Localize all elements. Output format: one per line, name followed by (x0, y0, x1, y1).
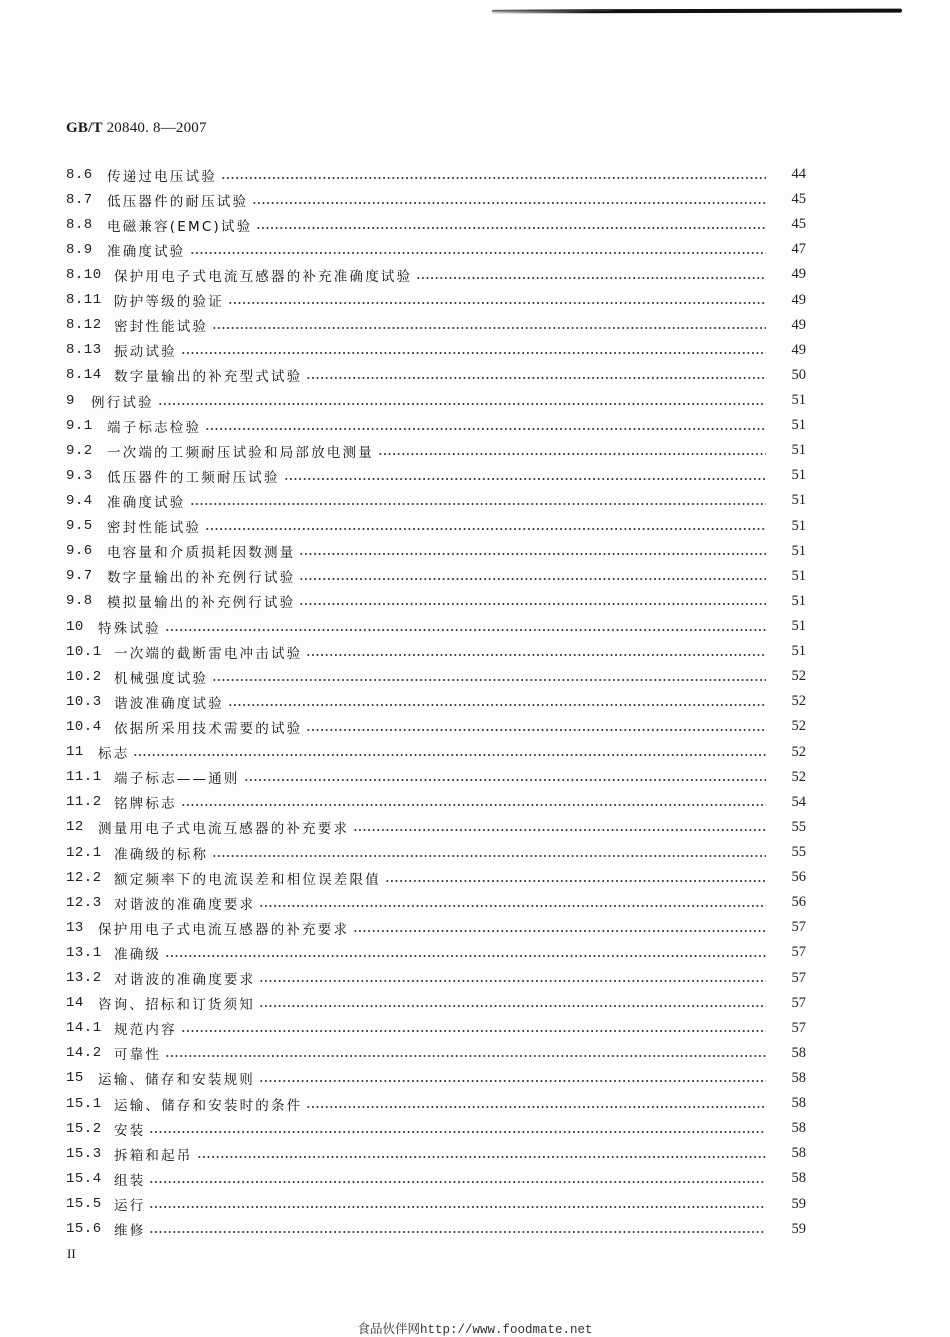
toc-dot-leader (299, 569, 766, 583)
toc-entry-page: 49 (791, 341, 806, 358)
toc-dot-leader (149, 1197, 766, 1211)
toc-dot-leader (212, 318, 766, 332)
toc-dot-leader (378, 444, 766, 458)
toc-entry[interactable] (66, 1016, 806, 1041)
toc-entry-number: 8.7 (66, 191, 93, 208)
toc-entry[interactable] (66, 1091, 806, 1116)
toc-entry-number: 8.8 (66, 216, 93, 233)
toc-entry-number: 9.6 (66, 543, 93, 560)
toc-entry-page: 58 (791, 1145, 806, 1162)
toc-entry-number: 15.1 (66, 1095, 102, 1112)
toc-dot-leader (149, 1122, 766, 1136)
toc-entry[interactable] (66, 488, 806, 513)
toc-entry[interactable] (66, 589, 806, 614)
toc-dot-leader (165, 620, 766, 634)
toc-entry[interactable] (66, 1116, 806, 1141)
document-code (66, 120, 207, 137)
toc-entry-number: 15.6 (66, 1221, 102, 1238)
toc-entry-page: 57 (791, 919, 806, 936)
toc-entry-number: 13 (66, 919, 84, 936)
toc-entry-number: 8.11 (66, 292, 102, 309)
toc-dot-leader (205, 419, 766, 433)
toc-entry-title: 一次端的工频耐压试验和局部放电测量 (107, 444, 374, 461)
toc-entry-title: 电磁兼容(EMC)试验 (107, 218, 253, 235)
toc-dot-leader (299, 544, 766, 558)
toc-entry-page: 51 (791, 392, 806, 409)
toc-entry-number: 15.4 (66, 1170, 102, 1187)
toc-dot-leader (149, 1172, 766, 1186)
toc-dot-leader (244, 770, 766, 784)
toc-entry-title: 数字量输出的补充例行试验 (107, 570, 296, 587)
toc-entry[interactable] (66, 187, 806, 212)
toc-entry-title: 例行试验 (91, 394, 154, 411)
toc-dot-leader (149, 1222, 766, 1236)
toc-entry-page: 57 (791, 994, 806, 1011)
toc-entry-page: 57 (791, 1019, 806, 1036)
toc-entry-page: 51 (791, 442, 806, 459)
toc-dot-leader (212, 846, 766, 860)
toc-entry[interactable] (66, 840, 806, 865)
toc-entry-page: 52 (791, 693, 806, 710)
toc-entry-page: 58 (791, 1044, 806, 1061)
toc-entry-title: 安装 (114, 1122, 146, 1139)
toc-entry-title: 低压器件的工频耐压试验 (107, 469, 280, 486)
toc-entry[interactable] (66, 1041, 806, 1066)
toc-entry[interactable] (66, 740, 806, 765)
toc-entry[interactable] (66, 1217, 806, 1242)
toc-entry-page: 57 (791, 944, 806, 961)
toc-entry-page: 57 (791, 969, 806, 986)
toc-entry-title: 端子标志检验 (107, 419, 202, 436)
toc-dot-leader (385, 871, 766, 885)
toc-entry-title: 数字量输出的补充型式试验 (114, 369, 303, 386)
toc-dot-leader (299, 594, 766, 608)
toc-entry-title: 准确度试验 (107, 494, 186, 511)
toc-entry-page: 51 (791, 567, 806, 584)
toc-entry[interactable] (66, 940, 806, 965)
toc-entry-title: 保护用电子式电流互感器的补充准确度试验 (114, 268, 413, 285)
toc-entry-page: 51 (791, 592, 806, 609)
toc-entry[interactable] (66, 689, 806, 714)
toc-entry-title: 咨询、招标和订货须知 (98, 997, 255, 1014)
toc-entry[interactable] (66, 664, 806, 689)
toc-entry-title: 准确级 (114, 946, 162, 963)
toc-entry-page: 56 (791, 894, 806, 911)
toc-entry[interactable] (66, 463, 806, 488)
toc-entry-page: 51 (791, 417, 806, 434)
toc-entry-page: 58 (791, 1095, 806, 1112)
toc-entry[interactable] (66, 363, 806, 388)
toc-entry-title: 拆箱和起吊 (114, 1147, 193, 1164)
toc-entry-number: 8.6 (66, 166, 93, 183)
toc-entry[interactable] (66, 966, 806, 991)
toc-entry-number: 12.1 (66, 844, 102, 861)
toc-entry-page: 49 (791, 291, 806, 308)
toc-entry[interactable] (66, 338, 806, 363)
toc-dot-leader (158, 394, 766, 408)
toc-entry-page: 58 (791, 1170, 806, 1187)
toc-entry[interactable] (66, 890, 806, 915)
toc-entry-title: 可靠性 (114, 1047, 162, 1064)
toc-entry-page: 51 (791, 643, 806, 660)
toc-entry-number: 9.5 (66, 518, 93, 535)
toc-entry-page: 55 (791, 844, 806, 860)
footer-watermark: 食品伙伴网http://www.foodmate.net (357, 1323, 593, 1337)
toc-entry-title: 铭牌标志 (114, 796, 177, 813)
toc-entry[interactable] (66, 162, 806, 187)
toc-entry-title: 准确级的标称 (114, 846, 209, 863)
header-rule (492, 9, 902, 14)
toc-entry[interactable] (66, 865, 806, 890)
toc-entry[interactable] (66, 639, 806, 664)
toc-entry-page: 51 (791, 618, 806, 635)
toc-entry-number: 9.3 (66, 467, 93, 484)
toc-dot-leader (190, 243, 767, 257)
toc-entry-number: 10.4 (66, 718, 102, 735)
toc-entry-title: 运输、储存和安装时的条件 (114, 1097, 303, 1114)
toc-entry-title: 低压器件的耐压试验 (107, 193, 249, 210)
toc-dot-leader (284, 469, 766, 483)
toc-entry-page: 52 (791, 668, 806, 685)
toc-entry-page: 52 (791, 718, 806, 735)
toc-entry-number: 9.2 (66, 442, 93, 459)
toc-entry[interactable] (66, 564, 806, 589)
toc-entry[interactable] (66, 915, 806, 940)
toc-entry-number: 10.3 (66, 693, 102, 710)
toc-entry[interactable] (66, 388, 806, 413)
toc-entry-number: 8.10 (66, 266, 102, 283)
toc-entry-title: 保护用电子式电流互感器的补充要求 (98, 921, 350, 938)
toc-entry-number: 14.1 (66, 1020, 102, 1037)
toc-entry-number: 15 (66, 1070, 84, 1087)
toc-entry-title: 依据所采用技术需要的试验 (114, 720, 303, 737)
toc-entry-title: 准确度试验 (107, 243, 186, 260)
toc-entry-number: 15.2 (66, 1120, 102, 1137)
toc-entry-number: 8.9 (66, 241, 93, 258)
toc-entry[interactable] (66, 815, 806, 840)
toc-dot-leader (212, 670, 766, 684)
toc-entry[interactable] (66, 288, 806, 313)
toc-entry-title: 谐波准确度试验 (114, 695, 224, 712)
toc-entry[interactable] (66, 1141, 806, 1166)
toc-entry-page: 55 (791, 818, 806, 835)
toc-entry-number: 13.1 (66, 944, 102, 961)
toc-dot-leader (181, 1021, 766, 1035)
toc-entry-title: 规范内容 (114, 1022, 177, 1039)
toc-entry[interactable] (66, 539, 806, 564)
toc-entry[interactable] (66, 614, 806, 639)
toc-entry[interactable] (66, 1191, 806, 1216)
toc-entry-number: 9.7 (66, 568, 93, 585)
toc-entry-number: 9 (66, 392, 75, 409)
toc-entry-page: 44 (791, 166, 806, 183)
toc-entry-title: 维修 (114, 1223, 146, 1240)
toc-entry[interactable] (66, 991, 806, 1016)
toc-dot-leader (165, 1046, 766, 1060)
toc-dot-leader (133, 745, 766, 759)
toc-entry-number: 11.1 (66, 769, 102, 786)
toc-entry[interactable] (66, 1166, 806, 1191)
toc-entry-title: 密封性能试验 (107, 520, 202, 537)
toc-entry-page: 51 (791, 467, 806, 484)
toc-entry-number: 15.3 (66, 1145, 102, 1162)
toc-entry-title: 对谐波的准确度要求 (114, 896, 256, 913)
toc-entry-title: 模拟量输出的补充例行试验 (107, 595, 296, 612)
toc-entry-page: 45 (791, 216, 806, 233)
toc-entry-page: 59 (791, 1195, 806, 1212)
page-number-roman: II (67, 1246, 76, 1261)
doc-code-number: 20840. 8—2007 (102, 120, 207, 136)
toc-dot-leader (205, 519, 766, 533)
toc-entry[interactable] (66, 765, 806, 790)
toc-entry[interactable] (66, 714, 806, 739)
toc-entry-title: 端子标志——通则 (114, 771, 240, 788)
toc-dot-leader (197, 1147, 767, 1161)
toc-entry-number: 14.2 (66, 1045, 102, 1062)
toc-entry[interactable] (66, 313, 806, 338)
toc-entry-title: 对谐波的准确度要求 (114, 972, 256, 989)
toc-entry-number: 14 (66, 995, 84, 1012)
toc-entry-number: 9.8 (66, 593, 93, 610)
toc-entry-title: 特殊试验 (98, 620, 161, 637)
toc-entry-page: 51 (791, 517, 806, 534)
toc-entry-number: 9.1 (66, 417, 93, 434)
toc-entry-title: 运行 (114, 1198, 146, 1215)
toc-entry-title: 机械强度试验 (114, 670, 209, 687)
toc-entry-title: 一次端的截断雷电冲击试验 (114, 645, 303, 662)
toc-dot-leader (306, 1097, 766, 1111)
toc-dot-leader (306, 645, 766, 659)
toc-entry[interactable] (66, 413, 806, 438)
toc-entry-number: 11.2 (66, 794, 102, 811)
toc-entry-page: 51 (791, 542, 806, 559)
toc-entry-number: 12.3 (66, 894, 102, 911)
toc-entry-title: 额定频率下的电流误差和相位误差限值 (114, 871, 381, 888)
toc-entry-page: 56 (791, 869, 806, 886)
toc-entry-page: 50 (791, 366, 806, 383)
toc-entry-title: 运输、储存和安装规则 (98, 1072, 255, 1089)
toc-entry-number: 13.2 (66, 970, 102, 987)
doc-code-prefix: GB/T (66, 120, 103, 136)
toc-entry-page: 59 (791, 1220, 806, 1237)
toc-entry[interactable] (66, 514, 806, 539)
toc-dot-leader (416, 268, 766, 282)
toc-dot-leader (259, 996, 766, 1010)
toc-entry-page: 51 (791, 492, 806, 509)
toc-entry-number: 9.4 (66, 492, 93, 509)
toc-dot-leader (306, 720, 766, 734)
toc-dot-leader (181, 795, 766, 809)
toc-entry[interactable] (66, 262, 806, 287)
toc-entry[interactable] (66, 212, 806, 237)
toc-entry-page: 58 (791, 1120, 806, 1137)
toc-entry-title: 标志 (98, 746, 130, 763)
toc-dot-leader (256, 218, 766, 232)
toc-entry-number: 15.5 (66, 1196, 102, 1213)
toc-dot-leader (353, 921, 766, 935)
toc-entry-number: 12 (66, 819, 84, 836)
table-of-contents (66, 162, 806, 1242)
toc-entry-title: 防护等级的验证 (114, 294, 224, 311)
toc-entry-page: 52 (791, 743, 806, 760)
toc-entry-title: 测量用电子式电流互感器的补充要求 (98, 821, 350, 838)
toc-dot-leader (252, 193, 766, 207)
toc-dot-leader (259, 971, 766, 985)
toc-dot-leader (190, 494, 767, 508)
toc-entry-title: 传递过电压试验 (107, 168, 217, 185)
toc-entry[interactable] (66, 237, 806, 262)
toc-entry-number: 11 (66, 744, 84, 761)
toc-entry-number: 10 (66, 618, 84, 635)
toc-entry-page: 45 (791, 191, 806, 208)
toc-entry-number: 12.2 (66, 869, 102, 886)
toc-entry-page: 52 (791, 768, 806, 785)
toc-dot-leader (228, 695, 766, 709)
toc-entry-number: 8.13 (66, 342, 102, 359)
toc-dot-leader (259, 1071, 766, 1085)
toc-entry-title: 密封性能试验 (114, 319, 209, 336)
toc-entry-page: 49 (791, 316, 806, 333)
toc-dot-leader (306, 368, 766, 382)
toc-entry-page: 47 (791, 241, 806, 258)
toc-entry-number: 10.2 (66, 668, 102, 685)
toc-dot-leader (353, 820, 766, 834)
toc-entry-number: 8.12 (66, 317, 102, 334)
toc-entry-title: 电容量和介质损耗因数测量 (107, 545, 296, 562)
toc-dot-leader (228, 293, 766, 307)
toc-dot-leader (259, 896, 766, 910)
toc-dot-leader (181, 343, 766, 357)
toc-entry-number: 8.14 (66, 367, 102, 384)
toc-entry[interactable] (66, 1066, 806, 1091)
toc-entry-title: 组装 (114, 1172, 146, 1189)
toc-entry[interactable] (66, 790, 806, 815)
toc-entry-title: 振动试验 (114, 344, 177, 361)
toc-dot-leader (221, 168, 766, 182)
toc-entry-page: 54 (791, 793, 806, 810)
toc-entry-page: 58 (791, 1069, 806, 1086)
toc-entry-page: 49 (791, 266, 806, 283)
toc-entry[interactable] (66, 438, 806, 463)
toc-entry-number: 10.1 (66, 643, 102, 660)
toc-dot-leader (165, 946, 766, 960)
